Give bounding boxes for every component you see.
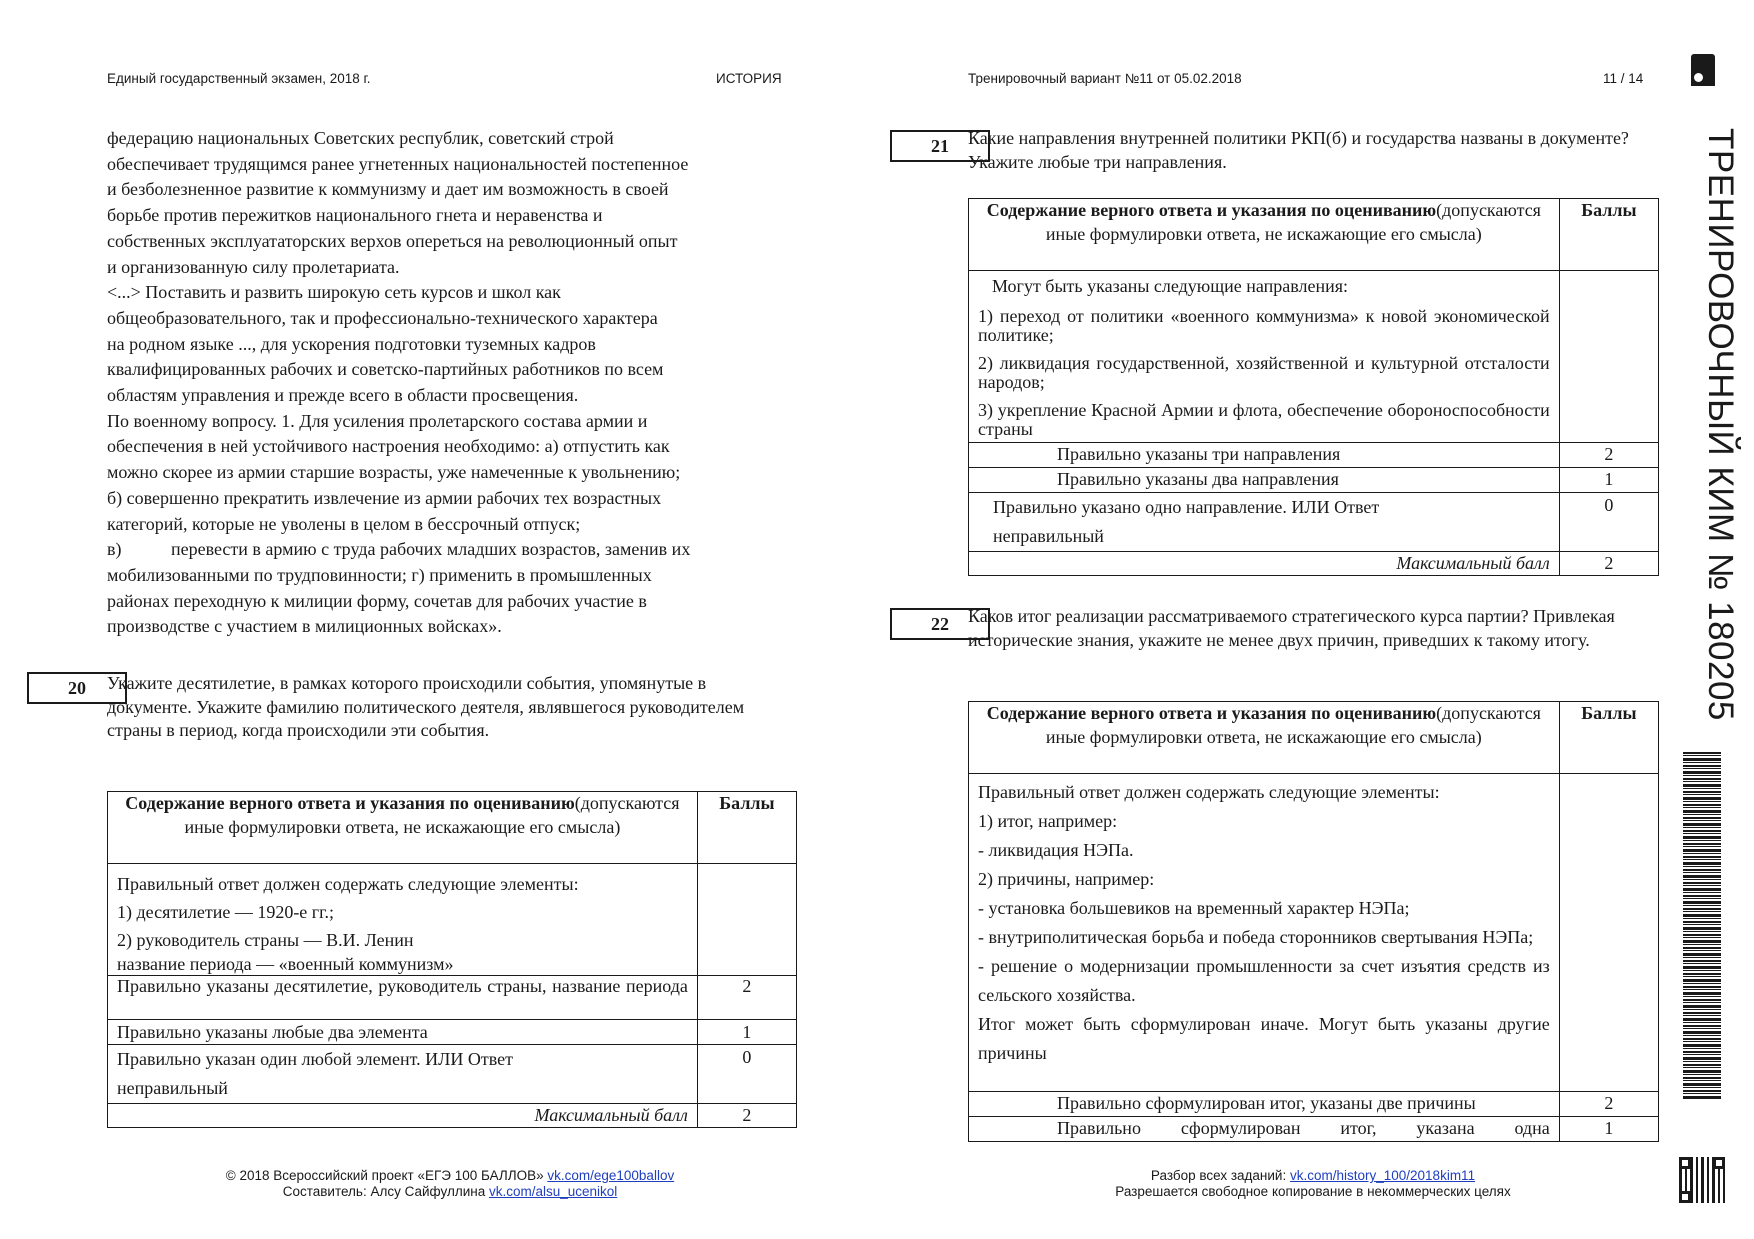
table-header-points: Баллы <box>1559 199 1658 271</box>
question-21-text: Какие направления внутренней политики РКП(б) и государства названы в документе? Укажите любые три направления. <box>968 128 1629 172</box>
excerpt-line: федерацию национальных Советских республик, советский строй <box>107 128 614 148</box>
excerpt-line: областям управления и прежде всего в области просвещения. <box>107 385 579 406</box>
table-header-content <box>108 792 698 864</box>
header-bold: Содержание верного ответа и указания по оцениванию <box>986 200 1437 220</box>
scoring-row: Правильно указаны два направления <box>969 468 1560 493</box>
footer-link-author[interactable]: vk.com/alsu_ucenikol <box>488 1184 618 1199</box>
footer-copy-permission: Разрешается свободное копирование в некоммерческих целях <box>1115 1184 1511 1199</box>
answer-content <box>969 774 1560 1092</box>
header-subject: ИСТОРИЯ <box>716 71 782 86</box>
excerpt-line: на родном языке ..., для ускорения подготовки туземных кадров <box>107 333 596 354</box>
question-20-text: Укажите десятилетие, в рамках которого происходили события, упомянутые в документе. Укажите фамилию политического деятеля, являвшегося руководителем страны в период, когда происходили эти события. <box>107 673 745 740</box>
excerpt-line: <...> Поставить и развить широкую сеть курсов и школ как <box>107 282 561 303</box>
side-kim-label: ТРЕНИРОВОЧНЫЙ КИМ № 180205 <box>1701 128 1740 721</box>
excerpt-line: мобилизованными по трудповинности; г) применить в промышленных <box>107 564 652 585</box>
content-line: название периода — «военный коммунизм» <box>117 954 454 974</box>
header-normal: (допускаются иные формулировки ответа, не искажающие его смысла) <box>1045 703 1541 747</box>
document-excerpt <box>107 126 807 640</box>
content-line: - ликвидация НЭПа. <box>978 840 1134 860</box>
question-22-text: Каков итог реализации рассматриваемого стратегического курса партии? Привлекая исторические знания, укажите не менее двух причин, приведших к такому итогу. <box>968 606 1615 650</box>
header-bold: Содержание верного ответа и указания по оцениванию <box>986 703 1437 723</box>
empty-points-cell <box>1559 774 1658 1092</box>
footer-analysis-label: Разбор всех заданий: <box>1150 1168 1287 1183</box>
header-exam-title: Единый государственный экзамен, 2018 г. <box>107 71 371 86</box>
table-header-points: Баллы <box>1559 702 1658 774</box>
scoring-points: 2 <box>1559 1092 1658 1117</box>
content-line: Могут быть указаны следующие направления: <box>992 276 1349 296</box>
header-page-number: 11 / 14 <box>1603 71 1644 86</box>
max-score-value: 2 <box>697 1104 796 1128</box>
question-21-number: 21 <box>890 130 990 162</box>
content-line: - решение о модернизации промышленности за счет изъятия средств из сельского хозяйства. <box>978 956 1550 1005</box>
excerpt-line: районах переходную к милиции форму, сочетав для рабочих участие в <box>107 590 647 611</box>
scoring-points: 0 <box>697 1045 796 1104</box>
content-line: 2) руководитель страны — В.И. Ленин <box>117 930 414 950</box>
footer-author: Составитель: Алсу Сайфуллина <box>282 1184 486 1199</box>
content-line: 2) ликвидация государственной, хозяйственной и культурной отсталости народов; <box>978 353 1550 392</box>
qr-code <box>1679 1157 1725 1203</box>
footer-left <box>100 1168 800 1200</box>
scoring-points: 1 <box>1559 468 1658 493</box>
content-line: 1) переход от политики «военного коммунизма» к новой экономической политике; <box>978 306 1550 345</box>
scoring-row: Правильно указано одно направление. ИЛИ Ответ неправильный <box>969 493 1560 552</box>
excerpt-line: обеспечения в ней устойчивого настроения необходимо: а) отпустить как <box>107 436 670 457</box>
table-header-points: Баллы <box>697 792 796 864</box>
excerpt-line: категорий, которые не уволены в целом в бессрочный отпуск; <box>107 513 581 534</box>
content-line: 2) причины, например: <box>978 869 1155 889</box>
content-line: Правильный ответ должен содержать следующие элементы: <box>117 874 579 894</box>
header-bold: Содержание верного ответа и указания по оцениванию <box>125 793 575 813</box>
footer-right <box>968 1168 1658 1200</box>
content-line: 1) итог, например: <box>978 811 1118 831</box>
scoring-row: Правильно указаны любые два элемента <box>108 1020 698 1045</box>
footer-copyright: © 2018 Всероссийский проект «ЕГЭ 100 БАЛЛОВ» <box>225 1168 544 1183</box>
question-20-number: 20 <box>27 672 127 704</box>
answer-content <box>108 864 698 976</box>
content-line: Правильный ответ должен содержать следующие элементы: <box>978 782 1440 802</box>
excerpt-line: и безболезненное развитие к коммунизму и дает им возможность в своей <box>107 179 669 200</box>
content-line: 1) десятилетие — 1920-е гг.; <box>117 902 335 922</box>
content-line: Итог может быть сформулирован иначе. Могут быть указаны другие причины <box>978 1014 1550 1063</box>
excerpt-line: в) перевести в армию с труда рабочих младших возрастов, заменив их <box>107 539 691 560</box>
question-22-scoring-table <box>968 701 1659 1142</box>
corner-logo-icon <box>1691 54 1715 86</box>
scoring-row: Правильно указаны три направления <box>969 443 1560 468</box>
header-variant: Тренировочный вариант №11 от 05.02.2018 <box>968 71 1242 86</box>
footer-link-ege100ballov[interactable]: vk.com/ege100ballov <box>547 1168 675 1183</box>
table-header-content <box>969 702 1560 774</box>
header-normal: (допускаются иные формулировки ответа, не искажающие его смысла) <box>1045 200 1541 244</box>
excerpt-line: борьбе против пережитков национального гнета и неравенства и <box>107 205 603 226</box>
content-line: - внутриполитическая борьба и победа сторонников свертывания НЭПа; <box>978 927 1534 947</box>
excerpt-line: По военному вопросу. 1. Для усиления пролетарского состава армии и <box>107 410 648 431</box>
excerpt-line: б) совершенно прекратить извлечение из армии рабочих тех возрастных <box>107 487 662 508</box>
max-score-value: 2 <box>1559 552 1658 576</box>
question-22-number: 22 <box>890 608 990 640</box>
scoring-points: 2 <box>697 976 796 1020</box>
scoring-points: 1 <box>697 1020 796 1045</box>
content-line: - установка большевиков на временный характер НЭПа; <box>978 898 1410 918</box>
scoring-points: 2 <box>1559 443 1658 468</box>
question-21-scoring-table <box>968 198 1659 576</box>
scoring-row: Правильно сформулирован итог, указаны две причины <box>969 1092 1560 1117</box>
excerpt-line: можно скорее из армии старшие возрасты, уже намеченные к увольнению; <box>107 462 681 483</box>
barcode <box>1683 752 1721 1100</box>
max-score-label: Максимальный балл <box>969 552 1560 576</box>
scoring-row: Правильно сформулирован итог, указана одна <box>969 1117 1560 1142</box>
excerpt-line: общеобразовательного, так и профессионально-технического характера <box>107 307 658 328</box>
answer-content <box>969 271 1560 443</box>
scoring-row: Правильно указан один любой элемент. ИЛИ Ответ неправильный <box>108 1045 698 1104</box>
footer-link-analysis[interactable]: vk.com/history_100/2018kim11 <box>1289 1168 1476 1183</box>
excerpt-line: производстве с участием в милиционных войсках». <box>107 616 502 637</box>
excerpt-line: собственных эксплуататорских верхов опереться на революционный опыт <box>107 230 678 251</box>
empty-points-cell <box>1559 271 1658 443</box>
scoring-points: 1 <box>1559 1117 1658 1142</box>
content-line: 3) укрепление Красной Армии и флота, обеспечение обороноспособности страны <box>978 400 1550 439</box>
header-normal: (допускаются иные формулировки ответа, не искажающие его смысла) <box>184 793 680 837</box>
empty-points-cell <box>697 864 796 976</box>
excerpt-line: обеспечивает трудящимся ранее угнетенных национальностей постепенное <box>107 153 689 174</box>
question-20-scoring-table <box>107 791 797 1128</box>
scoring-row: Правильно указаны десятилетие, руководитель страны, название периода <box>108 976 698 1020</box>
excerpt-line: и организованную силу пролетариата. <box>107 256 400 277</box>
table-header-content <box>969 199 1560 271</box>
excerpt-line: квалифицированных рабочих и советско-партийных работников по всем <box>107 359 664 380</box>
max-score-label: Максимальный балл <box>108 1104 698 1128</box>
scoring-points: 0 <box>1559 493 1658 552</box>
